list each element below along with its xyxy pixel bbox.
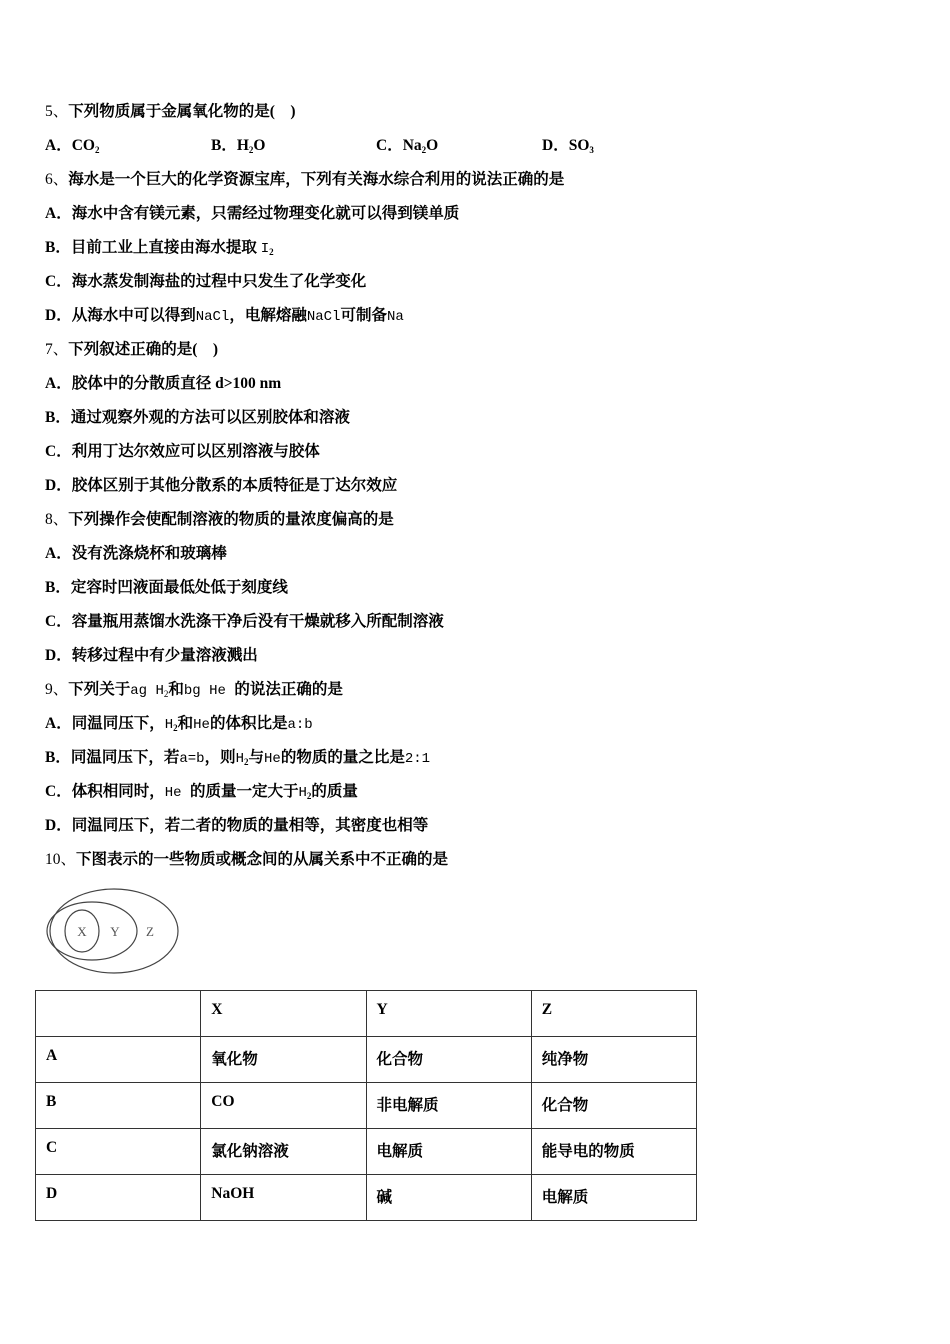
option-letter: A． <box>45 715 72 732</box>
formula: NaCl <box>306 309 341 325</box>
table-cell: B <box>36 1083 201 1129</box>
option-text: CO <box>71 137 95 154</box>
table-cell: 氧化物 <box>201 1037 366 1083</box>
option-letter: C． <box>45 783 72 800</box>
option-text: 同温同压下， <box>71 715 165 732</box>
option-letter: D． <box>45 307 72 324</box>
question-number: 8、 <box>45 511 69 528</box>
subscript: 2 <box>163 689 169 699</box>
option-text: 胶体区别于其他分散系的本质特征是丁达尔效应 <box>71 477 398 494</box>
option-letter: A． <box>45 205 72 222</box>
option-text: O <box>253 137 266 154</box>
table-cell: 碱 <box>366 1175 531 1221</box>
option-letter: B． <box>45 239 71 256</box>
question-7-option-b <box>45 408 350 428</box>
table-cell: 化合物 <box>366 1037 531 1083</box>
question-6-option-b <box>45 238 274 259</box>
option-text: ，则 <box>204 749 236 766</box>
ellipse-y <box>47 902 137 960</box>
table-cell: Y <box>366 991 531 1037</box>
question-text: 下列操作会使配制溶液的物质的量浓度偏高的是 <box>68 511 394 528</box>
question-number: 9、 <box>45 681 69 698</box>
option-d <box>542 136 594 156</box>
label-y: Y <box>110 924 120 939</box>
question-7-option-d <box>45 476 397 496</box>
option-text: 体积相同时， <box>71 783 165 800</box>
option-text: 定容时凹液面最低处低于刻度线 <box>70 579 288 596</box>
subscript: 2 <box>269 247 274 257</box>
option-text: 转移过程中有少量溶液溅出 <box>71 647 258 664</box>
subscript: 3 <box>589 145 594 155</box>
option-text: SO <box>568 137 590 154</box>
question-8-option-b <box>45 578 288 598</box>
question-7-option-c <box>45 442 320 462</box>
formula: H <box>235 751 244 767</box>
question-9-option-b <box>45 748 430 769</box>
option-letter: A． <box>45 545 72 562</box>
table-cell: 能导电的物质 <box>531 1129 696 1175</box>
option-text: O <box>426 137 439 154</box>
table-cell: 氯化钠溶液 <box>201 1129 366 1175</box>
question-5-stem <box>45 102 296 122</box>
question-number: 10、 <box>45 851 77 868</box>
option-letter: B． <box>45 749 71 766</box>
table-row <box>36 1083 697 1129</box>
table-header-row <box>36 991 697 1037</box>
formula: a:b <box>287 717 313 733</box>
question-text: 下列叙述正确的是( ) <box>68 341 219 358</box>
table-cell <box>36 991 201 1037</box>
question-text: 下图表示的一些物质或概念间的从属关系中不正确的是 <box>76 851 449 868</box>
option-text: 的体积比是 <box>209 715 288 732</box>
question-9-option-a <box>45 714 313 735</box>
option-text: 海水蒸发制海盐的过程中只发生了化学变化 <box>71 273 367 290</box>
question-number: 7、 <box>45 341 69 358</box>
formula: H <box>298 785 307 801</box>
option-letter: D． <box>45 817 72 834</box>
question-6-option-d <box>45 306 404 327</box>
subscript: 2 <box>248 145 254 155</box>
table-cell: CO <box>201 1083 366 1129</box>
option-text: 与 <box>248 749 265 766</box>
option-text: 没有洗涤烧杯和玻璃棒 <box>71 545 227 562</box>
table-cell: 电解质 <box>531 1175 696 1221</box>
question-text: 海水是一个巨大的化学资源宝库，下列有关海水综合利用的说法正确的是 <box>68 171 565 188</box>
option-text: 的质量一定大于 <box>189 783 299 800</box>
option-text: H <box>236 137 249 154</box>
table-cell: NaOH <box>201 1175 366 1221</box>
table-cell: D <box>36 1175 201 1221</box>
option-letter: A． <box>45 137 72 154</box>
question-8-option-a <box>45 544 227 564</box>
table-row <box>36 1037 697 1083</box>
question-6-option-a <box>45 204 459 224</box>
question-8-option-d <box>45 646 258 666</box>
option-letter: B． <box>45 409 71 426</box>
question-text: 下列物质属于金属氧化物的是( ) <box>68 103 296 120</box>
option-text: 利用丁达尔效应可以区别溶液与胶体 <box>71 443 320 460</box>
option-text: 通过观察外观的方法可以区别胶体和溶液 <box>70 409 350 426</box>
subscript: 2 <box>306 791 312 801</box>
option-letter: D． <box>45 647 72 664</box>
option-text: 同温同压下，若 <box>70 749 180 766</box>
option-letter: D． <box>542 137 569 154</box>
table-cell: 非电解质 <box>366 1083 531 1129</box>
option-text: 的质量 <box>311 783 358 800</box>
question-6-stem <box>45 170 564 190</box>
option-letter: C． <box>376 137 403 154</box>
subscript: 2 <box>173 723 178 733</box>
question-8-stem <box>45 510 394 530</box>
option-letter: C． <box>45 443 72 460</box>
question-text: 下列关于 <box>68 681 131 698</box>
label-z: Z <box>146 924 154 939</box>
option-letter: B． <box>211 137 237 154</box>
subscript: 2 <box>94 145 100 155</box>
option-text: 目前工业上直接由海水提取 <box>70 239 261 256</box>
option-letter: D． <box>45 477 72 494</box>
option-text: 从海水中可以得到 <box>71 307 196 324</box>
question-9-option-c <box>45 782 358 803</box>
formula: Na <box>386 309 404 325</box>
question-text: 的说法正确的是 <box>234 681 343 698</box>
question-10-stem <box>45 850 448 870</box>
formula: H <box>164 717 174 733</box>
table-cell: 电解质 <box>366 1129 531 1175</box>
formula: bg He <box>183 683 235 699</box>
option-text: 海水中含有镁元素，只需经过物理变化就可以得到镁单质 <box>71 205 460 222</box>
question-9-option-d <box>45 816 428 836</box>
formula: He <box>193 717 210 733</box>
formula: 2:1 <box>404 751 431 767</box>
option-text: 和 <box>177 715 194 732</box>
question-7-option-a <box>45 374 281 394</box>
option-letter: B． <box>45 579 71 596</box>
formula: He <box>164 785 190 801</box>
label-x: X <box>77 924 87 939</box>
options-table <box>35 990 697 1221</box>
question-9-stem <box>45 680 343 701</box>
table-cell: 化合物 <box>531 1083 696 1129</box>
option-a <box>45 136 99 156</box>
question-number: 6、 <box>45 171 69 188</box>
formula: I <box>260 241 270 257</box>
option-letter: A． <box>45 375 72 392</box>
question-text: 和 <box>168 681 184 698</box>
table-cell: A <box>36 1037 201 1083</box>
option-text: 的物质的量之比是 <box>280 749 405 766</box>
table-row <box>36 1129 697 1175</box>
venn-diagram <box>44 888 184 980</box>
formula: He <box>264 751 281 767</box>
formula: NaCl <box>195 309 230 325</box>
question-number: 5、 <box>45 103 69 120</box>
table-cell: Z <box>531 991 696 1037</box>
table-row <box>36 1175 697 1221</box>
option-c <box>376 136 438 156</box>
subscript: 2 <box>244 757 249 767</box>
table-cell: X <box>201 991 366 1037</box>
option-text: ，电解熔融 <box>229 307 307 324</box>
formula: a=b <box>179 751 205 767</box>
option-text: 容量瓶用蒸馏水洗涤干净后没有干燥就移入所配制溶液 <box>71 613 444 630</box>
option-letter: C． <box>45 273 72 290</box>
option-text: 可制备 <box>340 307 387 324</box>
question-7-stem <box>45 340 218 360</box>
option-b <box>211 136 265 156</box>
question-6-option-c <box>45 272 366 292</box>
option-text: 同温同压下，若二者的物质的量相等，其密度也相等 <box>71 817 429 834</box>
option-text: Na <box>402 137 422 154</box>
option-letter: C． <box>45 613 72 630</box>
table-cell: C <box>36 1129 201 1175</box>
question-8-option-c <box>45 612 444 632</box>
subscript: 2 <box>421 145 427 155</box>
option-text: 胶体中的分散质直径 d>100 nm <box>71 375 282 392</box>
formula: ag H <box>130 683 164 699</box>
table-cell: 纯净物 <box>531 1037 696 1083</box>
